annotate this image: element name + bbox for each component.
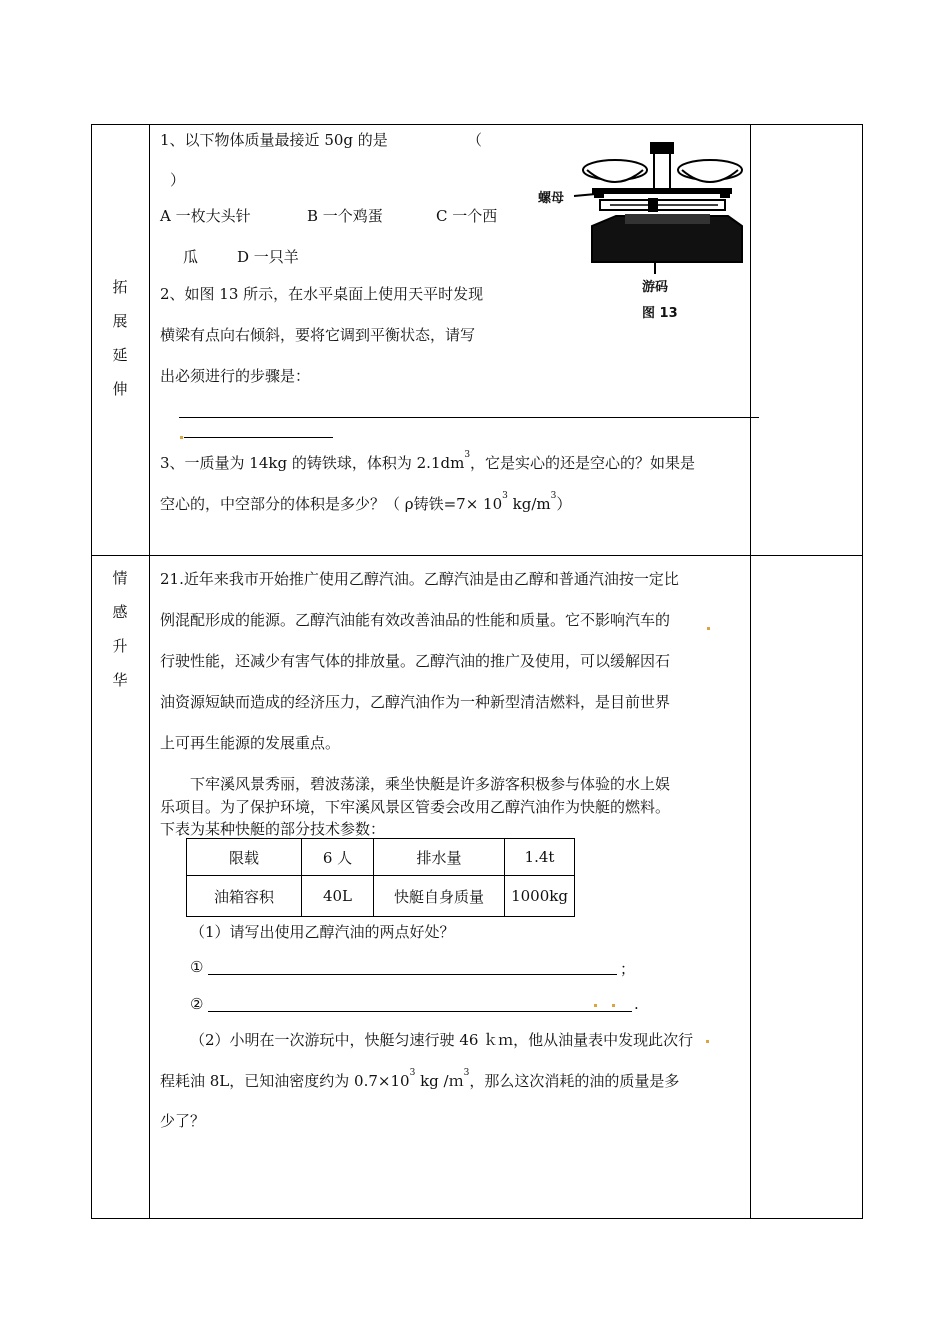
q21-text: ，那么这次消耗的油的质量是多 (469, 1072, 680, 1090)
section-char: 延 (112, 346, 128, 364)
superscript: 3 (502, 491, 508, 501)
q21-line: 行驶性能，还减少有害气体的排放量。乙醇汽油的推广及使用，可以缓解因石 (160, 652, 671, 670)
q2-answer-line[interactable] (179, 417, 759, 418)
row-divider (92, 555, 862, 556)
table-cell: 油箱容积 (187, 876, 302, 917)
q2-line: 横梁有点向右倾斜，要将它调到平衡状态，请写 (160, 326, 476, 344)
q21-sub2 (160, 1070, 679, 1091)
table-cell: 快艇自身质量 (374, 876, 505, 917)
q1-option-c: C 一个西 (436, 207, 498, 225)
q21-line: 上可再生能源的发展重点。 (160, 734, 341, 752)
figure-caption: 图 13 (642, 306, 678, 321)
q3-text: ） (556, 495, 572, 513)
q21-text: kg /ｍ (415, 1072, 464, 1090)
blank2-marker: ② (190, 995, 204, 1013)
section-char: 展 (112, 312, 128, 330)
q21-line: 乐项目。为了保护环境，下牢溪风景区管委会改用乙醇汽油作为快艇的燃料。 (160, 798, 671, 816)
ink-mark (707, 627, 710, 630)
superscript: 3 (464, 450, 471, 460)
superscript: 3 (463, 1068, 470, 1078)
table-cell: 40L (302, 876, 374, 917)
ink-mark (180, 436, 183, 439)
section-char: 情 (112, 569, 128, 587)
q21-sub2: 少了？ (160, 1112, 206, 1130)
q2-line: 2、如图 13 所示，在水平桌面上使用天平时发现 (160, 285, 484, 303)
table-cell: 1000kg (505, 876, 575, 917)
q3-text: 空心的，中空部分的体积是多少？（ ρ铸铁=7× 10 (160, 495, 503, 513)
q21-line: 下牢溪风景秀丽，碧波荡漾，乘坐快艇是许多游客积极参与体验的水上娱 (190, 775, 671, 793)
table-cell: 6 人 (302, 839, 374, 876)
q21-line: 例混配形成的能源。乙醇汽油能有效改善油品的性能和质量。它不影响汽车的 (160, 611, 671, 629)
q3-line (160, 493, 571, 514)
section-char: 升 (112, 637, 128, 655)
blank2-end: . (634, 995, 639, 1013)
q3-text: ，它是实心的还是空心的？如果是 (470, 454, 696, 472)
q3-line (160, 452, 695, 473)
answer-blank-2[interactable] (208, 1011, 632, 1012)
table-row (187, 839, 575, 876)
q1-paren-open: （ (467, 131, 483, 149)
q21-sub1: （1）请写出使用乙醇汽油的两点好处？ (190, 923, 455, 941)
blank1-marker: ① (190, 958, 204, 976)
q3-text: 3、一质量为 14kg 的铸铁球，体积为 2.1dm (160, 454, 465, 472)
q2-line: 出必须进行的步骤是： (160, 367, 311, 385)
section-char: 伸 (112, 380, 128, 398)
table-cell: 限载 (187, 839, 302, 876)
q1-stem: 1、以下物体质量最接近 50g 的是 (160, 131, 388, 149)
q21-line: 21.近年来我市开始推广使用乙醇汽油。乙醇汽油是由乙醇和普通汽油按一定比 (160, 570, 679, 588)
q21-line: 油资源短缺而造成的经济压力，乙醇汽油作为一种新型清洁燃料，是目前世界 (160, 693, 671, 711)
q1-option-c-cont: 瓜 (183, 248, 199, 266)
q21-line: 下表为某种快艇的部分技术参数： (160, 820, 386, 838)
figure-label-nut: 螺母 (538, 191, 565, 206)
section-label-extend (110, 270, 130, 406)
section-label-emotion (110, 561, 130, 697)
q1-option-a: A 一枚大头针 (160, 207, 251, 225)
section-char: 拓 (112, 278, 128, 296)
q1-option-b: B 一个鸡蛋 (307, 207, 383, 225)
ink-mark (612, 1004, 615, 1007)
ink-mark (594, 1004, 597, 1007)
q3-text: kg/m (507, 495, 551, 513)
column-divider (149, 125, 150, 1218)
blank1-end: ； (620, 960, 636, 978)
q1-paren-close: ） (170, 171, 186, 189)
section-char: 感 (112, 603, 128, 621)
superscript: 3 (409, 1068, 416, 1078)
section-char: 华 (112, 671, 128, 689)
q1-option-d: D 一只羊 (237, 248, 299, 266)
table-cell: 1.4t (505, 839, 575, 876)
q2-answer-line[interactable] (184, 437, 333, 438)
q21-sub2: （2）小明在一次游玩中，快艇匀速行驶 46 ｋｍ，他从油量表中发现此次行 (190, 1031, 694, 1049)
q21-text: 程耗油 8L，已知油密度约为 0.7×10 (160, 1072, 410, 1090)
balance-scale-figure (530, 130, 755, 325)
answer-blank-1[interactable] (208, 974, 617, 975)
table-cell: 排水量 (374, 839, 505, 876)
boat-spec-table (186, 838, 575, 917)
ink-mark (706, 1040, 709, 1043)
superscript: 3 (550, 491, 557, 501)
figure-label-rider: 游码 (642, 280, 669, 295)
table-row (187, 876, 575, 917)
